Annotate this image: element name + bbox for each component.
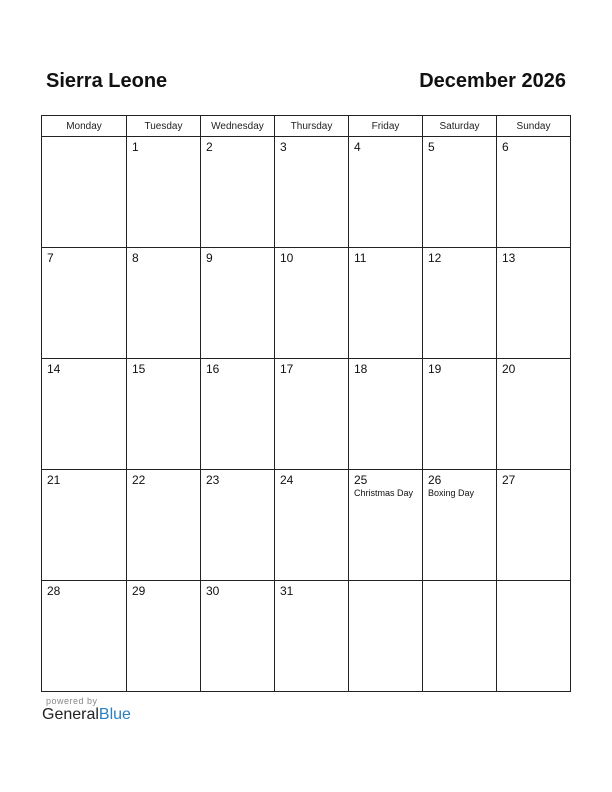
day-number: 26 bbox=[428, 473, 442, 487]
weekday-wednesday: Wednesday bbox=[201, 116, 275, 137]
weekday-tuesday: Tuesday bbox=[127, 116, 201, 137]
day-cell bbox=[349, 359, 423, 470]
day-number: 9 bbox=[206, 251, 213, 265]
day-cell bbox=[42, 581, 127, 692]
day-cell bbox=[275, 470, 349, 581]
weekday-monday: Monday bbox=[42, 116, 127, 137]
day-number: 22 bbox=[132, 473, 146, 487]
day-number: 18 bbox=[354, 362, 368, 376]
day-number: 27 bbox=[502, 473, 516, 487]
day-cell bbox=[275, 248, 349, 359]
day-number: 21 bbox=[47, 473, 61, 487]
weekday-sunday: Sunday bbox=[497, 116, 571, 137]
week-row bbox=[42, 581, 571, 692]
day-cell bbox=[275, 137, 349, 248]
country-title: Sierra Leone bbox=[46, 70, 168, 92]
day-number: 5 bbox=[428, 140, 435, 154]
day-cell bbox=[423, 470, 497, 581]
footer-branding bbox=[42, 696, 131, 724]
holiday-label: Christmas Day bbox=[354, 488, 414, 498]
logo-blue: Blue bbox=[98, 706, 131, 723]
day-cell bbox=[42, 137, 127, 248]
day-cell bbox=[127, 359, 201, 470]
day-number: 7 bbox=[47, 251, 54, 265]
generalblue-logo bbox=[42, 706, 131, 724]
day-cell bbox=[275, 581, 349, 692]
day-cell bbox=[275, 359, 349, 470]
logo-general: General bbox=[42, 706, 99, 723]
day-number: 4 bbox=[354, 140, 361, 154]
day-cell bbox=[127, 248, 201, 359]
day-number: 14 bbox=[47, 362, 61, 376]
day-number: 2 bbox=[206, 140, 213, 154]
day-number: 23 bbox=[206, 473, 220, 487]
week-row bbox=[42, 359, 571, 470]
day-number: 12 bbox=[428, 251, 442, 265]
day-cell bbox=[497, 137, 571, 248]
day-number: 19 bbox=[428, 362, 442, 376]
week-row bbox=[42, 248, 571, 359]
weekday-thursday: Thursday bbox=[275, 116, 349, 137]
day-cell bbox=[349, 470, 423, 581]
day-cell bbox=[42, 359, 127, 470]
day-number: 13 bbox=[502, 251, 516, 265]
day-number: 1 bbox=[132, 140, 139, 154]
day-cell bbox=[42, 470, 127, 581]
day-number: 11 bbox=[354, 251, 367, 265]
day-number: 10 bbox=[280, 251, 294, 265]
weekday-saturday: Saturday bbox=[423, 116, 497, 137]
day-cell bbox=[201, 470, 275, 581]
day-number: 25 bbox=[354, 473, 368, 487]
day-cell bbox=[349, 137, 423, 248]
powered-by-text: powered by bbox=[46, 696, 98, 706]
week-row bbox=[42, 137, 571, 248]
day-number: 6 bbox=[502, 140, 509, 154]
day-number: 17 bbox=[280, 362, 294, 376]
day-cell bbox=[423, 359, 497, 470]
day-number: 8 bbox=[132, 251, 139, 265]
calendar-header bbox=[46, 70, 566, 100]
day-cell bbox=[349, 248, 423, 359]
month-title: December 2026 bbox=[419, 70, 566, 92]
day-cell bbox=[497, 470, 571, 581]
day-number: 28 bbox=[47, 584, 61, 598]
weekday-friday: Friday bbox=[349, 116, 423, 137]
day-cell bbox=[497, 359, 571, 470]
day-cell bbox=[127, 581, 201, 692]
holiday-label: Boxing Day bbox=[428, 488, 475, 498]
day-cell bbox=[201, 581, 275, 692]
weekday-header-row bbox=[42, 116, 571, 137]
day-number: 3 bbox=[280, 140, 287, 154]
day-cell bbox=[497, 248, 571, 359]
calendar-body bbox=[42, 137, 571, 692]
day-cell bbox=[497, 581, 571, 692]
day-cell bbox=[201, 248, 275, 359]
day-cell bbox=[127, 470, 201, 581]
day-cell bbox=[349, 581, 423, 692]
day-number: 15 bbox=[132, 362, 146, 376]
day-cell bbox=[127, 137, 201, 248]
day-cell bbox=[42, 248, 127, 359]
day-number: 24 bbox=[280, 473, 294, 487]
day-number: 16 bbox=[206, 362, 220, 376]
day-number: 20 bbox=[502, 362, 516, 376]
day-number: 31 bbox=[280, 584, 294, 598]
calendar-grid bbox=[41, 115, 571, 692]
day-number: 30 bbox=[206, 584, 220, 598]
day-cell bbox=[423, 581, 497, 692]
week-row bbox=[42, 470, 571, 581]
day-cell bbox=[423, 137, 497, 248]
day-cell bbox=[201, 137, 275, 248]
day-cell bbox=[201, 359, 275, 470]
day-cell bbox=[423, 248, 497, 359]
day-number: 29 bbox=[132, 584, 146, 598]
